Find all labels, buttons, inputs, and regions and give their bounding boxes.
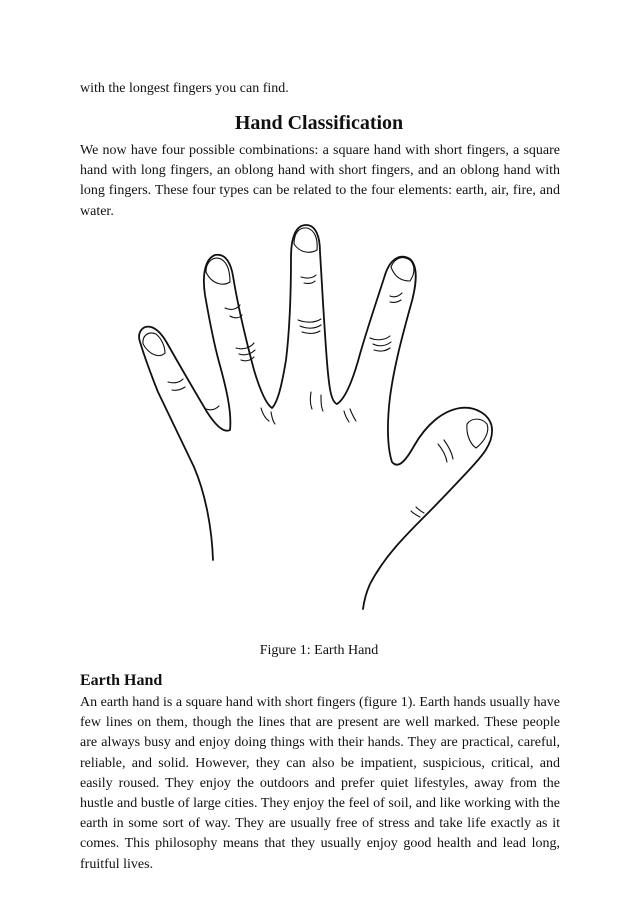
earth-hand-paragraph: An earth hand is a square hand with short fingers (figure 1). Earth hands usually have few lines on them, though the lines that are present are well marked. These people are always busy and enjoy doing things with their hands. They are practical, careful, reliable, and solid. However, they can also be impatient, suspicious, critical, and easily roused. They enjoy the outdoors and prefer quiet lifestyles, away from the hustle and bustle of large cities. They enjoy the feel of soil, and like working with the earth in some sort of way. They are usually free of stress and take life exactly as it comes. This philosophy means that they usually enjoy good health and lead long, fruitful lives. xyxy=(80,695,560,872)
figure-caption: Figure 1: Earth Hand xyxy=(259,643,379,658)
intro-paragraph: We now have four possible combinations: a square hand with short fingers, a square hand with long fingers, an oblong hand with short fingers, and an oblong hand with long fingers. These four types can be related to the four elements: earth, air, fire, and water. xyxy=(80,143,560,219)
hand-illustration xyxy=(120,212,520,622)
nail-thumb xyxy=(467,419,488,448)
nail-middle xyxy=(294,228,317,252)
continuation-text: with the longest fingers you can find. xyxy=(80,81,289,96)
earth-hand-heading: Earth Hand xyxy=(80,672,163,689)
nail-index xyxy=(391,258,414,281)
section-title: Hand Classification xyxy=(234,112,404,134)
nail-ring xyxy=(206,258,230,284)
hand-outline xyxy=(139,225,492,609)
